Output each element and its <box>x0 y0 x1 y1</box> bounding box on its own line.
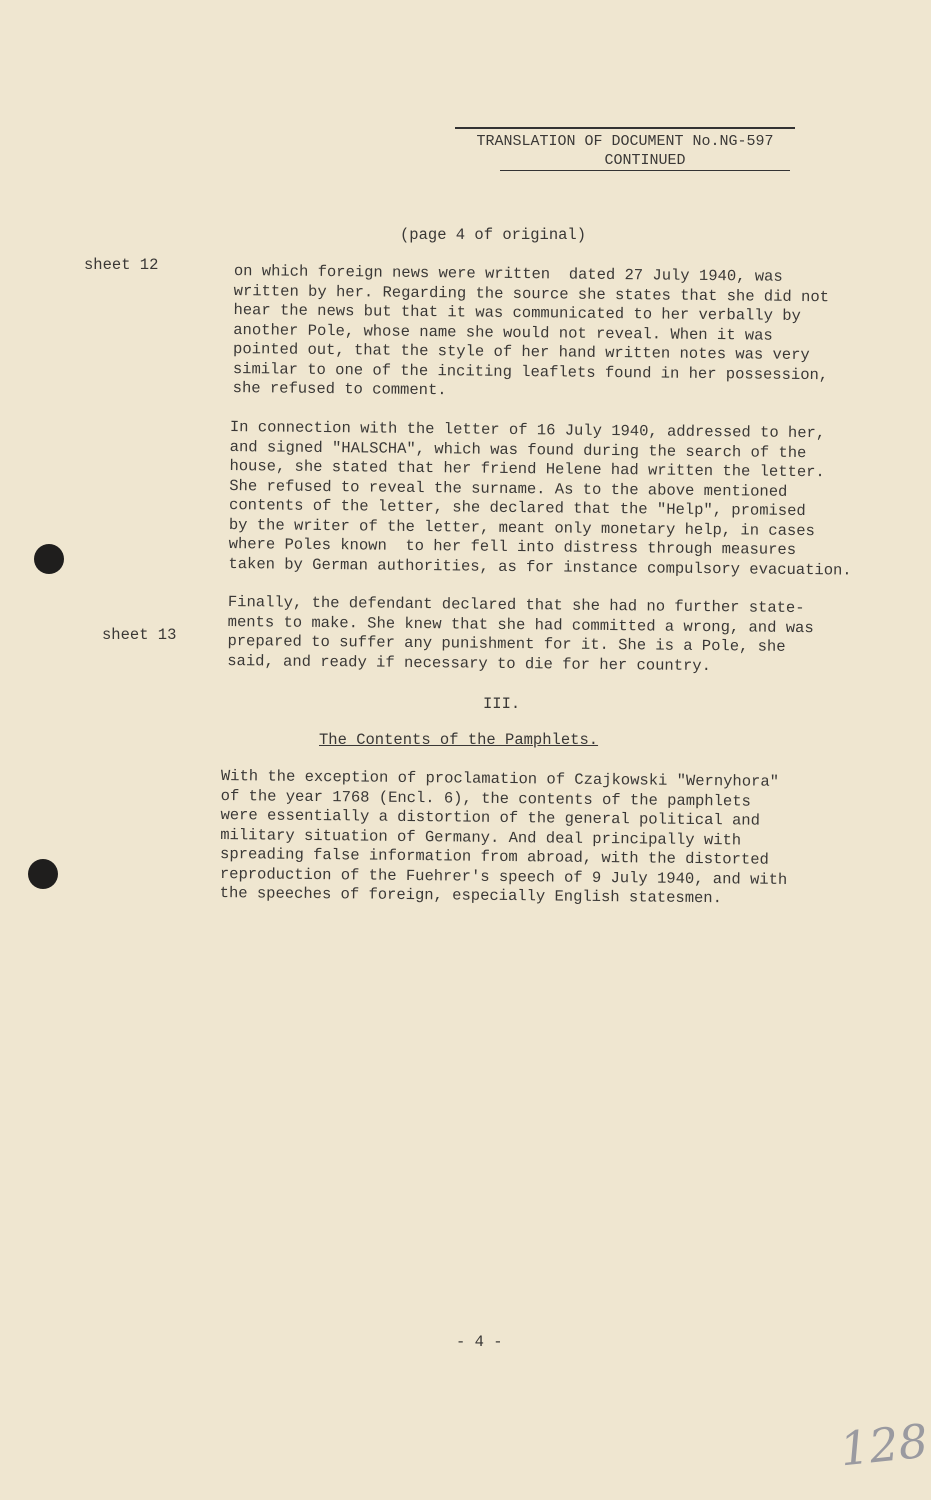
margin-note-sheet-12: sheet 12 <box>84 256 159 274</box>
punch-hole <box>28 859 58 889</box>
paragraph-2: In connection with the letter of 16 July 1940, addressed to her, and signed "HALSCHA", which was found during the search of the house, she stated that her friend Helene had written the letter. She refused to reveal the surname. As to the above mentioned contents of the letter, she declared that the "Help", promised by the writer of the letter, meant only monetary help, in cases where Poles known to her fell into distress through measures taken by German authorities, as for instance compulsory evacuation. <box>228 418 852 580</box>
header-continued: CONTINUED <box>500 151 790 171</box>
section-title: The Contents of the Pamphlets. <box>319 731 599 749</box>
paragraph-3: Finally, the defendant declared that she had no further state- ments to make. She knew that she had committed a wrong, and was prepared to suffer any punishment for it. She is a Pole, she said, and ready if necessary to die for her country. <box>227 593 814 675</box>
margin-note-sheet-13: sheet 13 <box>102 626 177 644</box>
paragraph-4: With the exception of proclamation of Czajkowski "Wernyhora" of the year 1768 (Encl. 6), the contents of the pamphlets were essentially a distortion of the general political and military situation of Germany. And deal principally with spreading false information from abroad, with the distorted reproduction of the Fuehrer's speech of 9 July 1940, and with the speeches of foreign, especially English statesmen. <box>219 767 788 908</box>
header-title: TRANSLATION OF DOCUMENT No.NG-597 <box>476 133 774 150</box>
page-number: - 4 - <box>456 1333 503 1351</box>
handwritten-page-number: 128 <box>837 1413 931 1477</box>
paragraph-1: on which foreign news were written dated 27 July 1940, was written by her. Regarding the source she states that she did not hear the news but that it was communicated to her verbally by another Pole, whose name she would not reveal. When it was pointed out, that the style of her hand written notes was very similar to one of the inciting leaflets found in her possession, she refused to comment. <box>232 262 830 400</box>
page-reference: (page 4 of original) <box>400 226 587 244</box>
section-number: III. <box>483 695 521 713</box>
punch-hole <box>34 544 64 574</box>
document-header <box>455 127 795 171</box>
